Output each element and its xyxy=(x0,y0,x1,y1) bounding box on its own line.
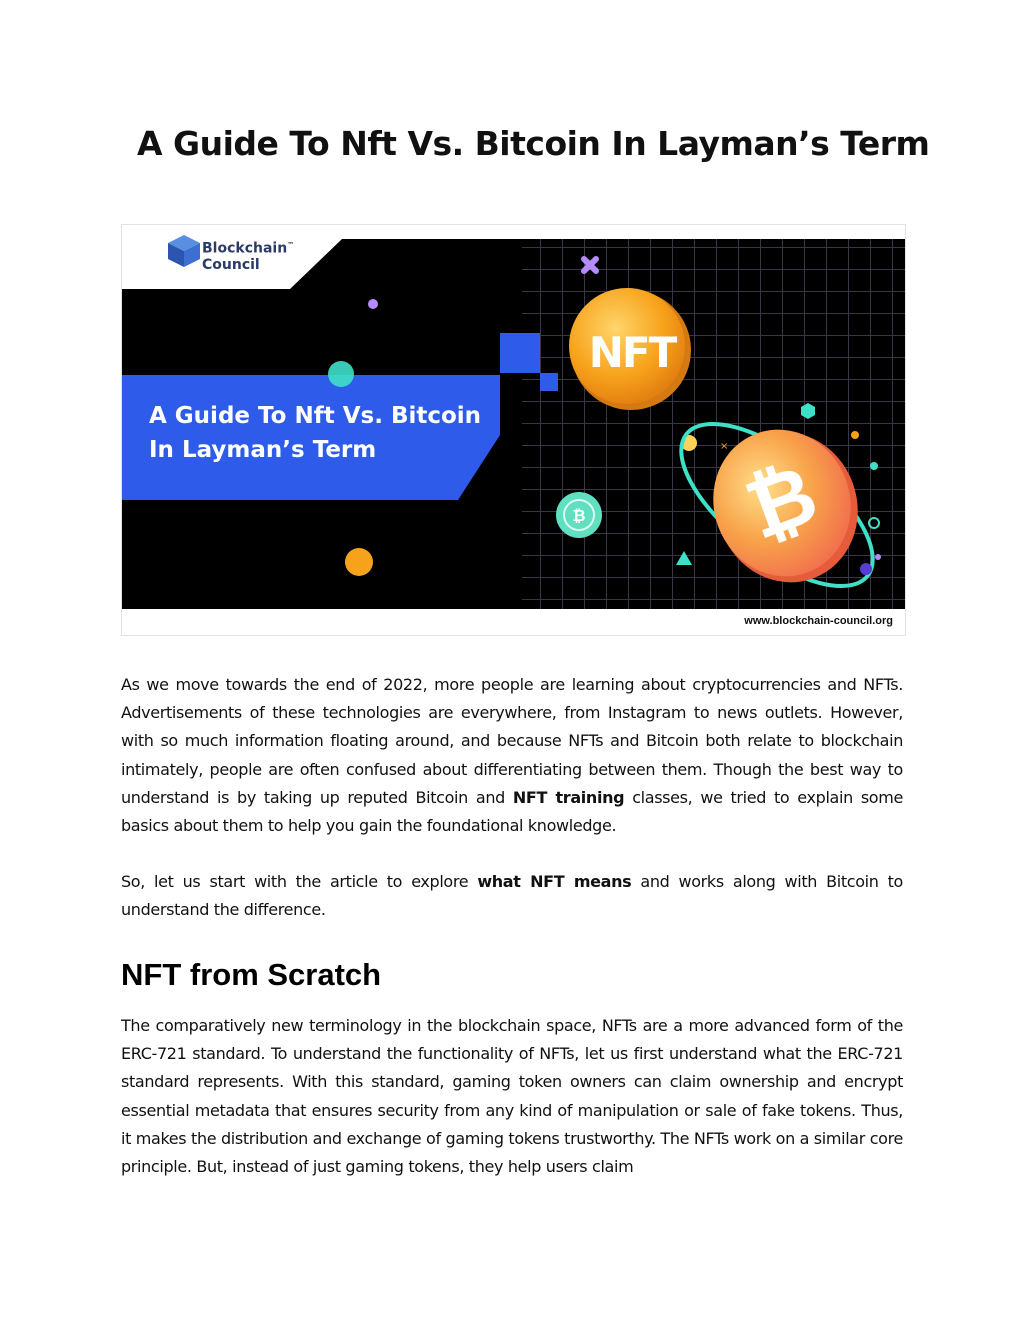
decor-cross-icon xyxy=(584,259,596,271)
article-banner-image xyxy=(121,224,906,636)
nft-coin-label: NFT xyxy=(588,328,676,377)
section-heading: NFT from Scratch xyxy=(121,957,382,992)
decor-dot-icon xyxy=(368,299,378,309)
section-body-paragraph: The comparatively new terminology in the blockchain space, NFTs are a more advanced form of the ERC-721 standard. To understand the functionality of NFTs, let us first understand what the ERC-721 standard represents. With this standard, gaming token owners can claim ownership and encrypt essential metadata that ensures security from any kind of manipulation or sale of fake tokens. Thus, it makes the distribution and exchange of gaming tokens trustworthy. The NFTs work on a similar core principle. But, instead of just gaming tokens, they help users claim xyxy=(121,1016,903,1177)
what-nft-means-link[interactable]: what NFT means xyxy=(477,872,632,891)
banner-website-url: www.blockchain-council.org xyxy=(744,615,893,627)
banner-heading-line-2: In Layman’s Term xyxy=(149,437,377,463)
intro-paragraph-1: As we move towards the end of 2022, more people are learning about cryptocurrencies and NFTs. Advertisements of these technologies are everywhere, from Instagram to news outlets. However, with so much information floating around, and because NFTs and Bitcoin both relate to blockchain intimately, people are often confused about differentiating between them. Though the best way to understand is by taking up reputed Bitcoin and NFT training classes, we tried to explain some basics about them to help you gain the foundational knowledge. xyxy=(121,675,903,836)
nft-training-link[interactable]: NFT training xyxy=(512,787,625,807)
svg-text:₿: ₿ xyxy=(572,506,586,525)
brand-line-1: Blockchain™ xyxy=(202,240,295,257)
svg-text:₿: ₿ xyxy=(734,446,830,559)
decor-square-icon xyxy=(500,333,540,373)
svg-text:×: × xyxy=(720,441,729,452)
decor-gold-dot-icon xyxy=(345,548,373,576)
small-bitcoin-coin-icon xyxy=(556,492,602,538)
intro-paragraph-2: So, let us start with the article to explore what NFT means and works along with Bitcoin to understand the difference. xyxy=(121,872,903,920)
document-title: A Guide To Nft Vs. Bitcoin In Layman’s Term xyxy=(137,124,930,163)
brand-name xyxy=(202,237,294,273)
banner-heading-line-1: A Guide To Nft Vs. Bitcoin xyxy=(149,403,482,429)
brand-line-2: Council xyxy=(202,256,260,273)
banner-heading xyxy=(149,399,509,467)
